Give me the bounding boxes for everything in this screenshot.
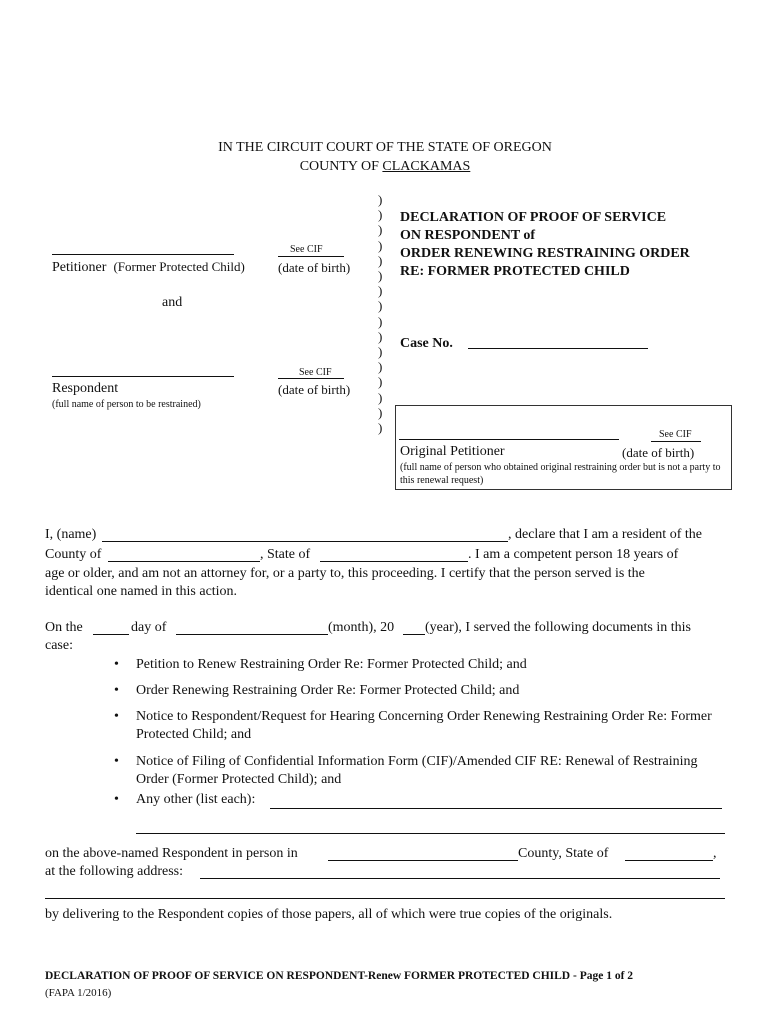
respondent-note: (full name of person to be restrained) <box>52 399 201 410</box>
petitioner-label <box>52 259 245 276</box>
document-item-text: Notice to Respondent/Request for Hearing Concerning Order Renewing Restraining Order Re: Former Protected Child; and <box>136 709 712 742</box>
title-line-1: DECLARATION OF PROOF OF SERVICE <box>400 210 667 225</box>
petitioner-see-cif: See CIF <box>290 244 323 255</box>
court-name: IN THE CIRCUIT COURT OF THE STATE OF OREGON <box>218 140 552 155</box>
document-item-text: Petition to Renew Restraining Order Re: Former Protected Child; and <box>136 657 527 672</box>
declaration-state-label: , State of <box>260 547 311 562</box>
respondent-see-cif: See CIF <box>299 367 332 378</box>
respondent-name-line[interactable] <box>52 376 234 377</box>
declarant-state-line[interactable] <box>320 561 468 562</box>
list-item <box>112 656 727 674</box>
respondent-label: Respondent <box>52 381 119 396</box>
petitioner-sub: (Former Protected Child) <box>113 259 245 274</box>
original-petitioner-note: (full name of person who obtained original restraining order but is not a party to this renewal request) <box>400 462 721 486</box>
county-name: CLACKAMAS <box>382 159 471 174</box>
footer-form-number: (FAPA 1/2016) <box>45 987 112 999</box>
list-item <box>112 682 727 700</box>
title-line-4: RE: FORMER PROTECTED CHILD <box>400 264 630 279</box>
declarant-name-line[interactable] <box>102 541 508 542</box>
any-other-line-1[interactable] <box>270 808 722 809</box>
case-number-line[interactable] <box>468 348 648 349</box>
list-item <box>112 791 727 809</box>
caption-and: and <box>162 295 183 310</box>
declarant-county-line[interactable] <box>108 561 260 562</box>
title-line-2: ON RESPONDENT of <box>400 228 536 243</box>
document-item-text: Order Renewing Restraining Order Re: Former Protected Child; and <box>136 683 520 698</box>
service-state-label: County, State of <box>518 846 609 861</box>
bullet: • <box>114 709 119 724</box>
petitioner-label-text: Petitioner <box>52 260 107 275</box>
service-day-line[interactable] <box>93 634 129 635</box>
original-petitioner-label: Original Petitioner <box>400 444 505 459</box>
county-prefix: COUNTY OF <box>299 159 383 174</box>
document-title <box>400 209 690 281</box>
bullet: • <box>114 754 119 769</box>
declaration-resident: , declare that I am a resident of the <box>508 527 702 542</box>
service-state-line[interactable] <box>625 860 713 861</box>
delivery-statement: by delivering to the Respondent copies of those papers, all of which were true copies of the originals. <box>45 907 613 922</box>
bullet: • <box>114 683 119 698</box>
petitioner-dob-line[interactable] <box>278 256 344 257</box>
title-line-3: ORDER RENEWING RESTRAINING ORDER <box>400 246 690 261</box>
case-number-label: Case No. <box>400 336 453 351</box>
original-petitioner-box <box>395 405 732 490</box>
original-petitioner-see-cif: See CIF <box>659 429 692 440</box>
comma: , <box>713 846 717 861</box>
service-on-the: On the <box>45 620 83 635</box>
petitioner-dob-label: (date of birth) <box>278 260 351 275</box>
service-month-label: (month), 20 <box>328 620 395 635</box>
service-year-line[interactable] <box>403 634 425 635</box>
original-petitioner-dob-label: (date of birth) <box>622 445 695 460</box>
service-county-line[interactable] <box>328 860 518 861</box>
any-other-label: Any other (list each): <box>136 792 256 807</box>
any-other-line-2[interactable] <box>136 833 725 834</box>
declaration-name-prefix: I, (name) <box>45 527 97 542</box>
caption-parens: ) ) ) ) ) ) ) ) ) ) ) ) ) ) ) ) <box>378 192 383 436</box>
document-item-text: Notice of Filing of Confidential Information Form (CIF)/Amended CIF RE: Renewal of Restraining Order (Former Protected Child); and <box>136 754 698 787</box>
service-month-line[interactable] <box>176 634 328 635</box>
declaration-line-3: age or older, and am not an attorney for, or a party to, this proceeding. I certify that the person served is the <box>45 566 645 581</box>
documents-list <box>112 656 727 809</box>
service-day-of: day of <box>131 620 167 635</box>
court-county <box>0 159 770 175</box>
declaration-county-label: County of <box>45 547 102 562</box>
original-petitioner-dob-line[interactable] <box>651 441 701 442</box>
declaration-line-4: identical one named in this action. <box>45 584 238 599</box>
address-line-1[interactable] <box>200 878 720 879</box>
footer-title: DECLARATION OF PROOF OF SERVICE ON RESPONDENT-Renew FORMER PROTECTED CHILD - Page 1 of 2 <box>45 970 634 982</box>
service-year-label: (year), I served the following documents in this <box>425 620 691 635</box>
list-item <box>112 753 727 789</box>
list-item <box>112 708 727 744</box>
service-location-prefix: on the above-named Respondent in person in <box>45 846 298 861</box>
bullet: • <box>114 657 119 672</box>
address-label: at the following address: <box>45 864 184 879</box>
bullet: • <box>114 792 119 807</box>
respondent-dob-label: (date of birth) <box>278 382 351 397</box>
respondent-dob-line[interactable] <box>278 378 344 379</box>
original-petitioner-name-line[interactable] <box>399 439 619 440</box>
declaration-competent: . I am a competent person 18 years of <box>468 547 679 562</box>
address-line-2[interactable] <box>45 898 725 899</box>
service-case-label: case: <box>45 638 73 653</box>
petitioner-name-line[interactable] <box>52 254 234 255</box>
